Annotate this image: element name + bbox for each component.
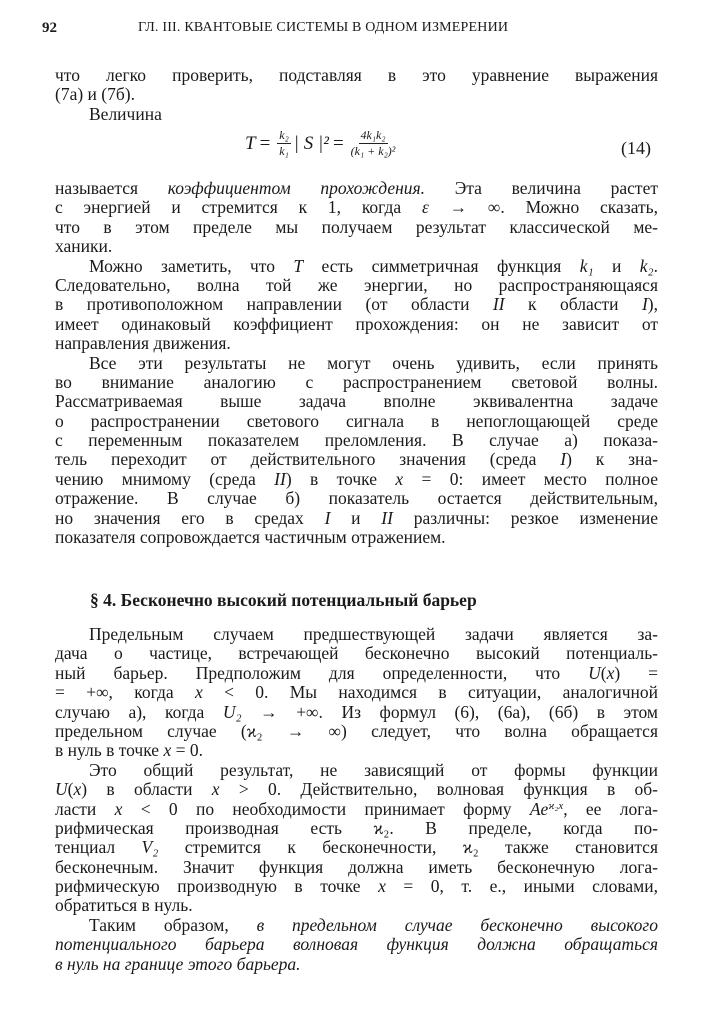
text-line [55,334,658,353]
text-run: Предельным случаем предшествующей задачи является за- [89,624,658,644]
text-line [55,198,658,217]
fraction-k2-k1 [277,128,291,159]
text-run: с энергией и стремится к 1, когда [55,197,422,218]
text-run: ) к зна- [566,449,658,470]
text-run: ханики. [55,236,113,257]
text-run: что легко проверить, подставляя в это уравнение выражения [55,65,658,85]
text-line [55,703,658,722]
text-run: < 0 по необходимости принимает форму [122,798,530,819]
text-run: Рассматриваемая выше задача вполне эквивалентна задаче [55,391,658,412]
text-line [55,644,658,663]
text-run: называется [55,178,168,198]
text-line [55,66,658,85]
text-run: чению мнимому (среда [55,468,275,489]
text-run: бесконечным. Значит функция должна иметь бесконечную лога- [55,856,658,877]
text-run: . [653,255,658,276]
italic-run: I [641,294,648,315]
text-run: рифмическая производная есть ϰ₂. В пределе, когда по- [55,817,658,838]
text-line [55,276,658,295]
superscript: ϰ₂x [548,799,564,812]
text-line [55,935,658,954]
text-line [55,237,658,256]
section-heading: § 4. Бесконечно высокий потенциальный барьер [90,590,477,610]
text-line [55,85,658,104]
text-line [55,179,658,198]
text-run: что в этом пределе мы получаем результат классической ме- [55,216,658,237]
text-run: и [330,507,382,528]
text-line [55,218,658,237]
text-line [55,489,658,508]
formula-eq: = [259,132,271,154]
text-line [55,780,658,799]
text-line [55,955,658,974]
italic-run: k₁ [579,255,594,276]
text-block-section-4 [55,625,658,974]
text-run: (7а) и (7б). [55,84,135,105]
text-run: есть симметричная функция [303,255,580,276]
text-line [55,450,658,469]
italic-run: x [395,468,404,489]
text-block-intro [55,66,658,124]
text-run: → ∞. Можно сказать, [428,197,659,218]
text-run: дача о частице, встречающей бесконечно высокий потенциаль- [55,643,658,664]
text-run: о распространении светового сигнала в непоглощающей среде [55,410,658,431]
text-line [55,105,658,124]
text-line [55,877,658,896]
italic-run: в нуль на границе этого барьера. [55,953,301,974]
text-line [55,819,658,838]
text-line [55,315,658,334]
text-line [55,295,658,314]
text-run: Следовательно, волна той же энергии, но распространяющаяся [55,274,658,295]
italic-run: U₂ [222,701,242,722]
text-run: Можно заметить, что [89,255,294,276]
formula-lhs: T [245,132,256,154]
formula-eq2: = [332,132,344,154]
text-run: = +∞, когда [55,682,195,703]
text-run: предельном случае (ϰ₂ → ∞) следует, что волна обращается [55,720,658,741]
fraction-numerator: k₂ [279,128,289,142]
text-run: = 0. [171,740,203,761]
text-line [55,741,658,760]
italic-run: k₂ [639,255,654,276]
text-line [55,896,658,915]
italic-run: Ae [529,798,549,819]
text-block-transmission [55,179,658,547]
italic-run: I [324,507,331,528]
italic-run: I [560,449,567,470]
text-run: , ее лога- [563,798,658,819]
text-run: < 0. Мы находимся в ситуации, аналогичной [202,682,658,703]
text-run: ( [67,779,74,800]
text-run: с переменным показателем преломления. В случае а) показа- [55,430,658,451]
text-line [55,412,658,431]
text-run: и [593,255,640,276]
text-line [55,373,658,392]
text-line [55,800,658,819]
text-line [55,683,658,702]
text-run: рифмическую производную в точке [55,876,379,897]
text-line [55,470,658,489]
text-run: ) в области [81,779,212,800]
text-run: ный барьер. Предположим для определенности, что [55,662,589,683]
text-line [55,354,658,373]
text-run: но значения его в средах [55,507,325,528]
text-line [55,916,658,935]
text-run: = 0: имеет место полное [403,468,659,489]
italic-run: x [73,779,82,800]
text-line [55,858,658,877]
italic-run: x [194,682,203,703]
italic-run: x [211,779,220,800]
text-run: тенциал [55,837,142,858]
text-run: имеет одинаковый коэффициент прохождения: он не зависит от [55,313,658,334]
text-run: различны: резкое изменение [392,507,658,528]
italic-run: II [492,294,505,315]
formula-abs-s: | S |² [293,132,329,154]
text-line [55,625,658,644]
italic-run: ε [421,197,429,218]
text-line [55,761,658,780]
italic-run: в предельном случае бесконечно высокого [256,914,659,935]
chapter-title: ГЛ. III. КВАНТОВЫЕ СИСТЕМЫ В ОДНОМ ИЗМЕРЕНИИ [138,20,509,35]
text-run: Таким образом, [89,914,257,935]
text-line [55,392,658,411]
text-run: направления движения. [55,333,231,354]
equation-14 [245,128,398,159]
text-run: отражение. В случае б) показатель остается действительным, [55,488,658,509]
fraction-transmission [351,128,396,159]
fraction-denominator: k₁ [279,144,289,158]
text-run: Все эти результаты не могут очень удивить, если принять [89,352,658,373]
text-run: ( [600,662,607,683]
italic-run: T [293,255,304,276]
text-run: Это общий результат, не зависящий от формы функции [89,759,658,780]
page-number: 92 [42,20,57,36]
italic-run: x [378,876,386,897]
italic-run: x [606,662,615,683]
text-run: ) = [614,662,658,683]
text-line [55,722,658,741]
italic-run: II [274,468,286,489]
italic-run: U [588,662,601,683]
text-line [55,509,658,528]
text-run: обратиться в нуль. [55,895,193,916]
fraction-denominator: (k₁ + k₂)² [350,144,396,158]
italic-run: x [163,740,172,761]
text-run: показателя сопровождается частичным отражением. [55,527,446,548]
italic-run: x [114,798,123,819]
text-run: Величина [89,103,162,124]
text-run: ), [647,294,658,315]
text-line [55,257,658,276]
text-run: в противоположном направлении (от области [55,294,493,315]
italic-run: коэффициентом прохождения. [167,178,426,198]
text-line [55,431,658,450]
text-line [55,664,658,683]
text-line [55,838,658,857]
equation-number: (14) [621,138,651,158]
text-run: > 0. Действительно, волновая функция в об- [219,779,658,800]
text-run: тель переходит от действительного значения (среда [55,449,561,470]
text-run: во внимание аналогию с распространением световой волны. [55,371,658,392]
text-run: в нуль в точке [55,740,164,761]
fraction-numerator: 4k₁k₂ [360,128,386,142]
text-run: к области [504,294,642,315]
text-run: случаю а), когда [55,701,223,722]
italic-run: II [381,507,393,528]
text-run: Эта величина растет [425,178,658,198]
text-run: ) в точке [285,468,396,489]
text-run: → +∞. Из формул (6), (6а), (6б) в этом [241,701,658,722]
text-run: = 0, т. е., иными словами, [385,876,659,897]
text-line [55,528,658,547]
text-run: ласти [55,798,115,819]
italic-run: V₂ [141,837,159,858]
italic-run: U [55,779,68,800]
italic-run: потенциального барьера волновая функция должна обращаться [55,934,658,955]
text-run: стремится к бесконечности, ϰ₂ также становится [158,837,658,858]
